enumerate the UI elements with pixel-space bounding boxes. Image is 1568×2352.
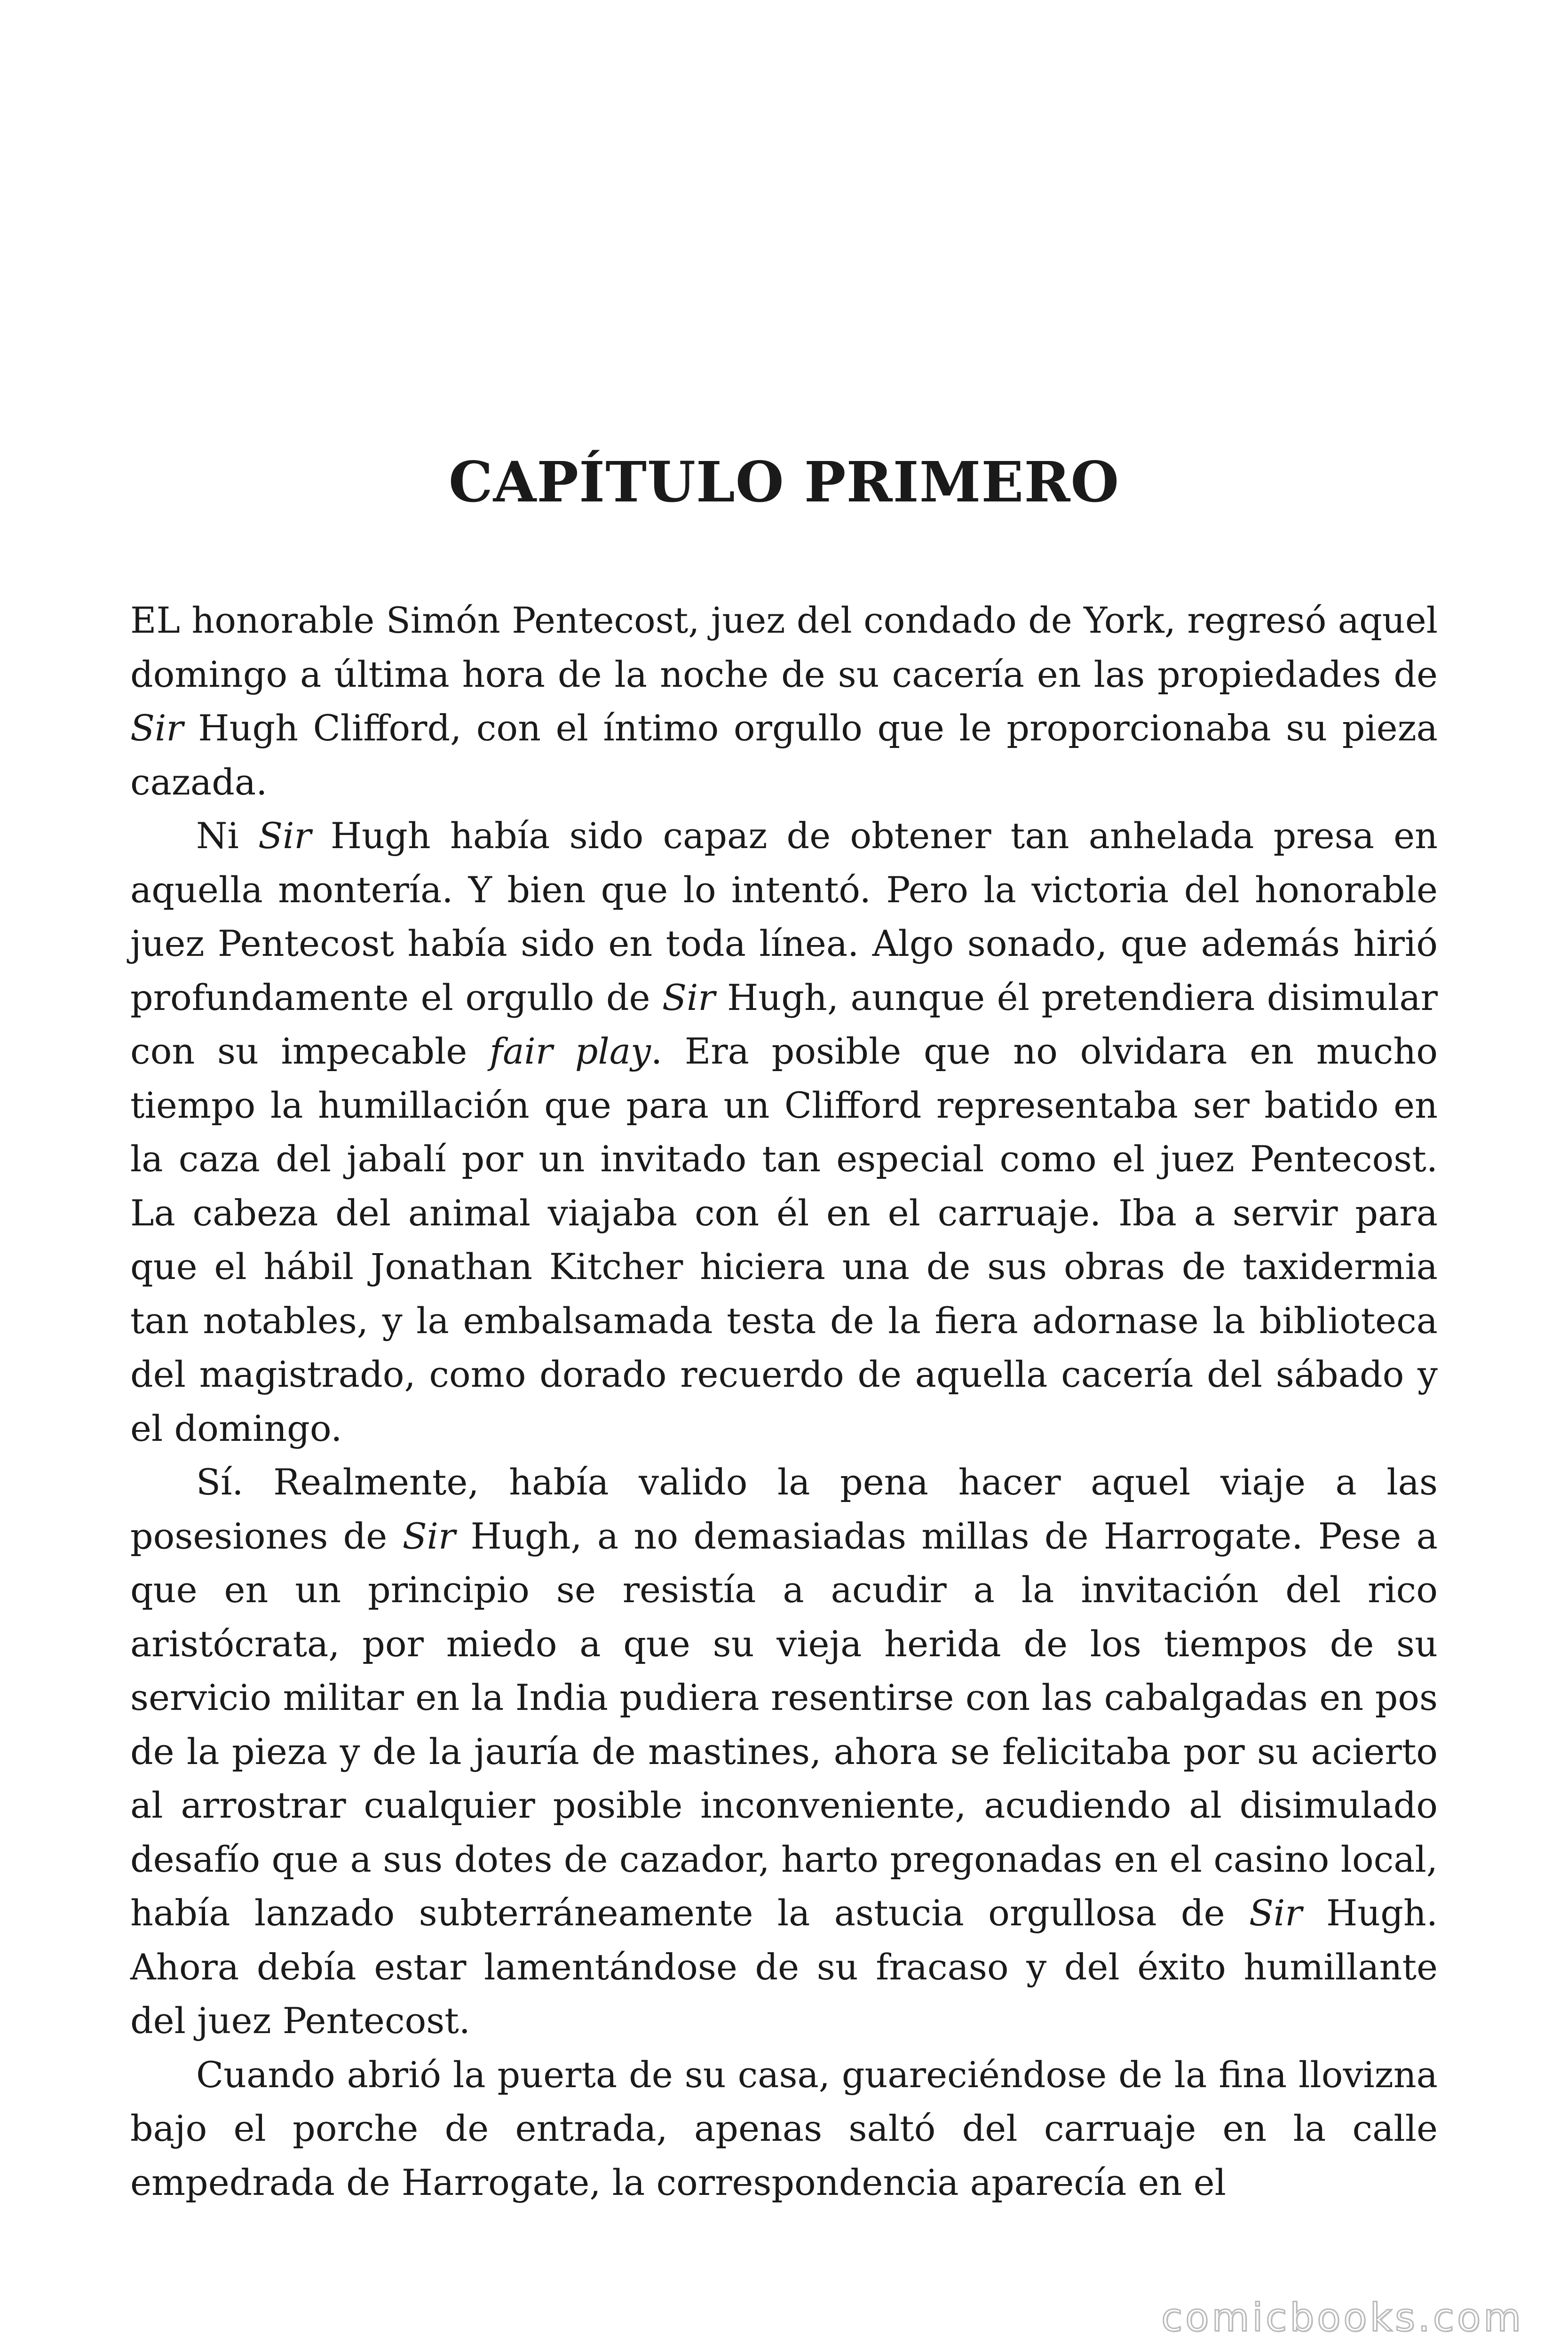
italic-segment: fair play: [490, 1030, 651, 1072]
text-segment: Hugh Clifford, con el íntimo orgullo que le proporcionaba su pieza cazada.: [130, 707, 1438, 803]
watermark-text: comicbooks.com: [1161, 2296, 1524, 2340]
italic-segment: Sir: [402, 1515, 456, 1557]
text-segment: Ni: [196, 815, 258, 857]
text-segment: . Era posible que no olvidara en mucho tiempo la humillación que para un Clifford representaba ser batido en la caza del jabalí por un invitado tan especial como el juez Pentecost. La cabeza del animal viajaba con él en el carruaje. Iba a servir para que el hábil Jonathan Kitcher hiciera una de sus obras de taxidermia tan notables, y la embalsamada testa de la fiera adornase la biblioteca del magistrado, como dorado recuerdo de aquella cacería del sábado y el domingo.: [130, 1030, 1438, 1449]
italic-segment: Sir: [130, 707, 183, 749]
chapter-body: [130, 594, 1438, 2209]
italic-segment: Sir: [662, 976, 715, 1018]
text-segment: Hugh. Ahora debía estar lamentándose de su fracaso y del éxito humillante del juez Pentecost.: [130, 1892, 1438, 2042]
paragraph: [130, 809, 1438, 1455]
paragraph: [130, 594, 1438, 809]
italic-segment: Sir: [1249, 1892, 1302, 1934]
paragraph: [130, 1455, 1438, 2048]
text-segment: Sí. Realmente, había valido la pena hacer aquel viaje a las posesiones de: [130, 1461, 1438, 1557]
italic-segment: Sir: [258, 815, 311, 857]
text-segment: Hugh, aunque él pretendiera disimular con su impecable: [130, 976, 1438, 1072]
text-segment: Hugh, a no demasiadas millas de Harrogate. Pese a que en un principio se resistía a acudir a la invitación del rico aristócrata, por miedo a que su vieja herida de los tiempos de su servicio militar en la India pudiera resentirse con las cabalgadas en pos de la pieza y de la jauría de mastines, ahora se felicitaba por su acierto al arrostrar cualquier posible inconveniente, acudiendo al disimulado desafío que a sus dotes de cazador, harto pregonadas en el casino local, había lanzado subterráneamente la astucia orgullosa de: [130, 1515, 1438, 1934]
text-segment: EL honorable Simón Pentecost, juez del condado de York, regresó aquel domingo a última hora de la noche de su cacería en las propiedades de: [130, 599, 1438, 695]
paragraph: [130, 2048, 1438, 2210]
text-segment: Hugh había sido capaz de obtener tan anhelada presa en aquella montería. Y bien que lo intentó. Pero la victoria del honorable juez Pentecost había sido en toda línea. Algo sonado, que además hirió profundamente el orgullo de: [130, 815, 1438, 1018]
text-segment: Cuando abrió la puerta de su casa, guareciéndose de la fina llovizna bajo el porche de entrada, apenas saltó del carruaje en la calle empedrada de Harrogate, la correspondencia aparecía en el: [130, 2053, 1438, 2203]
chapter-title: CAPÍTULO PRIMERO: [448, 449, 1120, 515]
